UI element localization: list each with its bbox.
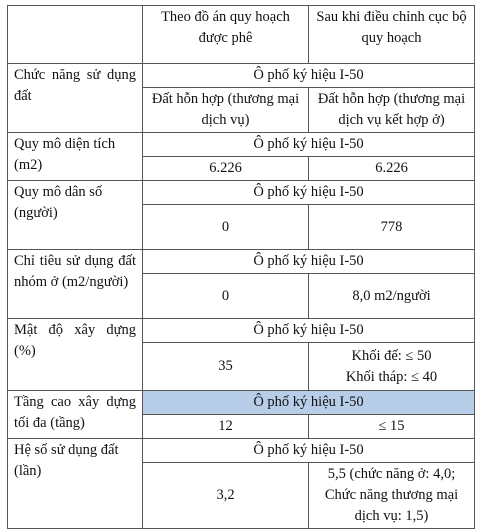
table-row <box>8 319 475 343</box>
row-label-land-use-coefficient: Hệ số sử dụng đất (lần) <box>8 439 143 529</box>
table-row <box>8 64 475 88</box>
header-row <box>8 6 475 64</box>
value-after: 6.226 <box>309 157 475 181</box>
lot-code: Ô phố ký hiệu I-50 <box>143 319 475 343</box>
value-before: 6.226 <box>143 157 309 181</box>
lot-code-highlighted: Ô phố ký hiệu I-50 <box>143 391 475 415</box>
planning-comparison-table <box>7 5 475 529</box>
table-row <box>8 391 475 415</box>
value-before: 12 <box>143 415 309 439</box>
value-after-tower: Khối tháp: ≤ 40 <box>345 368 438 385</box>
value-before: 0 <box>143 274 309 319</box>
value-before: 3,2 <box>143 463 309 529</box>
header-empty-cell <box>8 6 143 64</box>
lot-code: Ô phố ký hiệu I-50 <box>143 439 475 463</box>
row-label-max-height: Tầng cao xây dựng tối đa (tầng) <box>8 391 143 439</box>
row-label-population: Quy mô dân số (người) <box>8 181 143 250</box>
lot-code: Ô phố ký hiệu I-50 <box>143 64 475 88</box>
value-after: 8,0 m2/người <box>309 274 475 319</box>
header-after: Sau khi điều chỉnh cục bộ quy hoạch <box>309 6 475 64</box>
value-before: 35 <box>143 343 309 391</box>
row-label-building-density: Mật độ xây dựng (%) <box>8 319 143 391</box>
lot-code: Ô phố ký hiệu I-50 <box>143 133 475 157</box>
value-before: 0 <box>143 205 309 250</box>
value-after: 5,5 (chức năng ở: 4,0; Chức năng thương mại dịch vụ: 1,5) <box>309 463 475 529</box>
value-after: ≤ 15 <box>309 415 475 439</box>
value-after-cell <box>309 343 475 391</box>
row-label-land-use: Chức năng sử dụng đất <box>8 64 143 133</box>
lot-code: Ô phố ký hiệu I-50 <box>143 250 475 274</box>
row-label-area: Quy mô diện tích (m2) <box>8 133 143 181</box>
header-before: Theo đồ án quy hoạch được phê <box>143 6 309 64</box>
row-label-residential-indicator: Chỉ tiêu sử dụng đất nhóm ở (m2/người) <box>8 250 143 319</box>
value-before: Đất hỗn hợp (thương mại dịch vụ) <box>143 88 309 133</box>
value-after: Đất hỗn hợp (thương mại dịch vụ kết hợp ở) <box>309 88 475 133</box>
value-after: 778 <box>309 205 475 250</box>
table-row <box>8 250 475 274</box>
table-row <box>8 133 475 157</box>
lot-code: Ô phố ký hiệu I-50 <box>143 181 475 205</box>
value-after-base: Khối đế: ≤ 50 <box>351 347 432 364</box>
table-row <box>8 181 475 205</box>
table-row <box>8 439 475 463</box>
